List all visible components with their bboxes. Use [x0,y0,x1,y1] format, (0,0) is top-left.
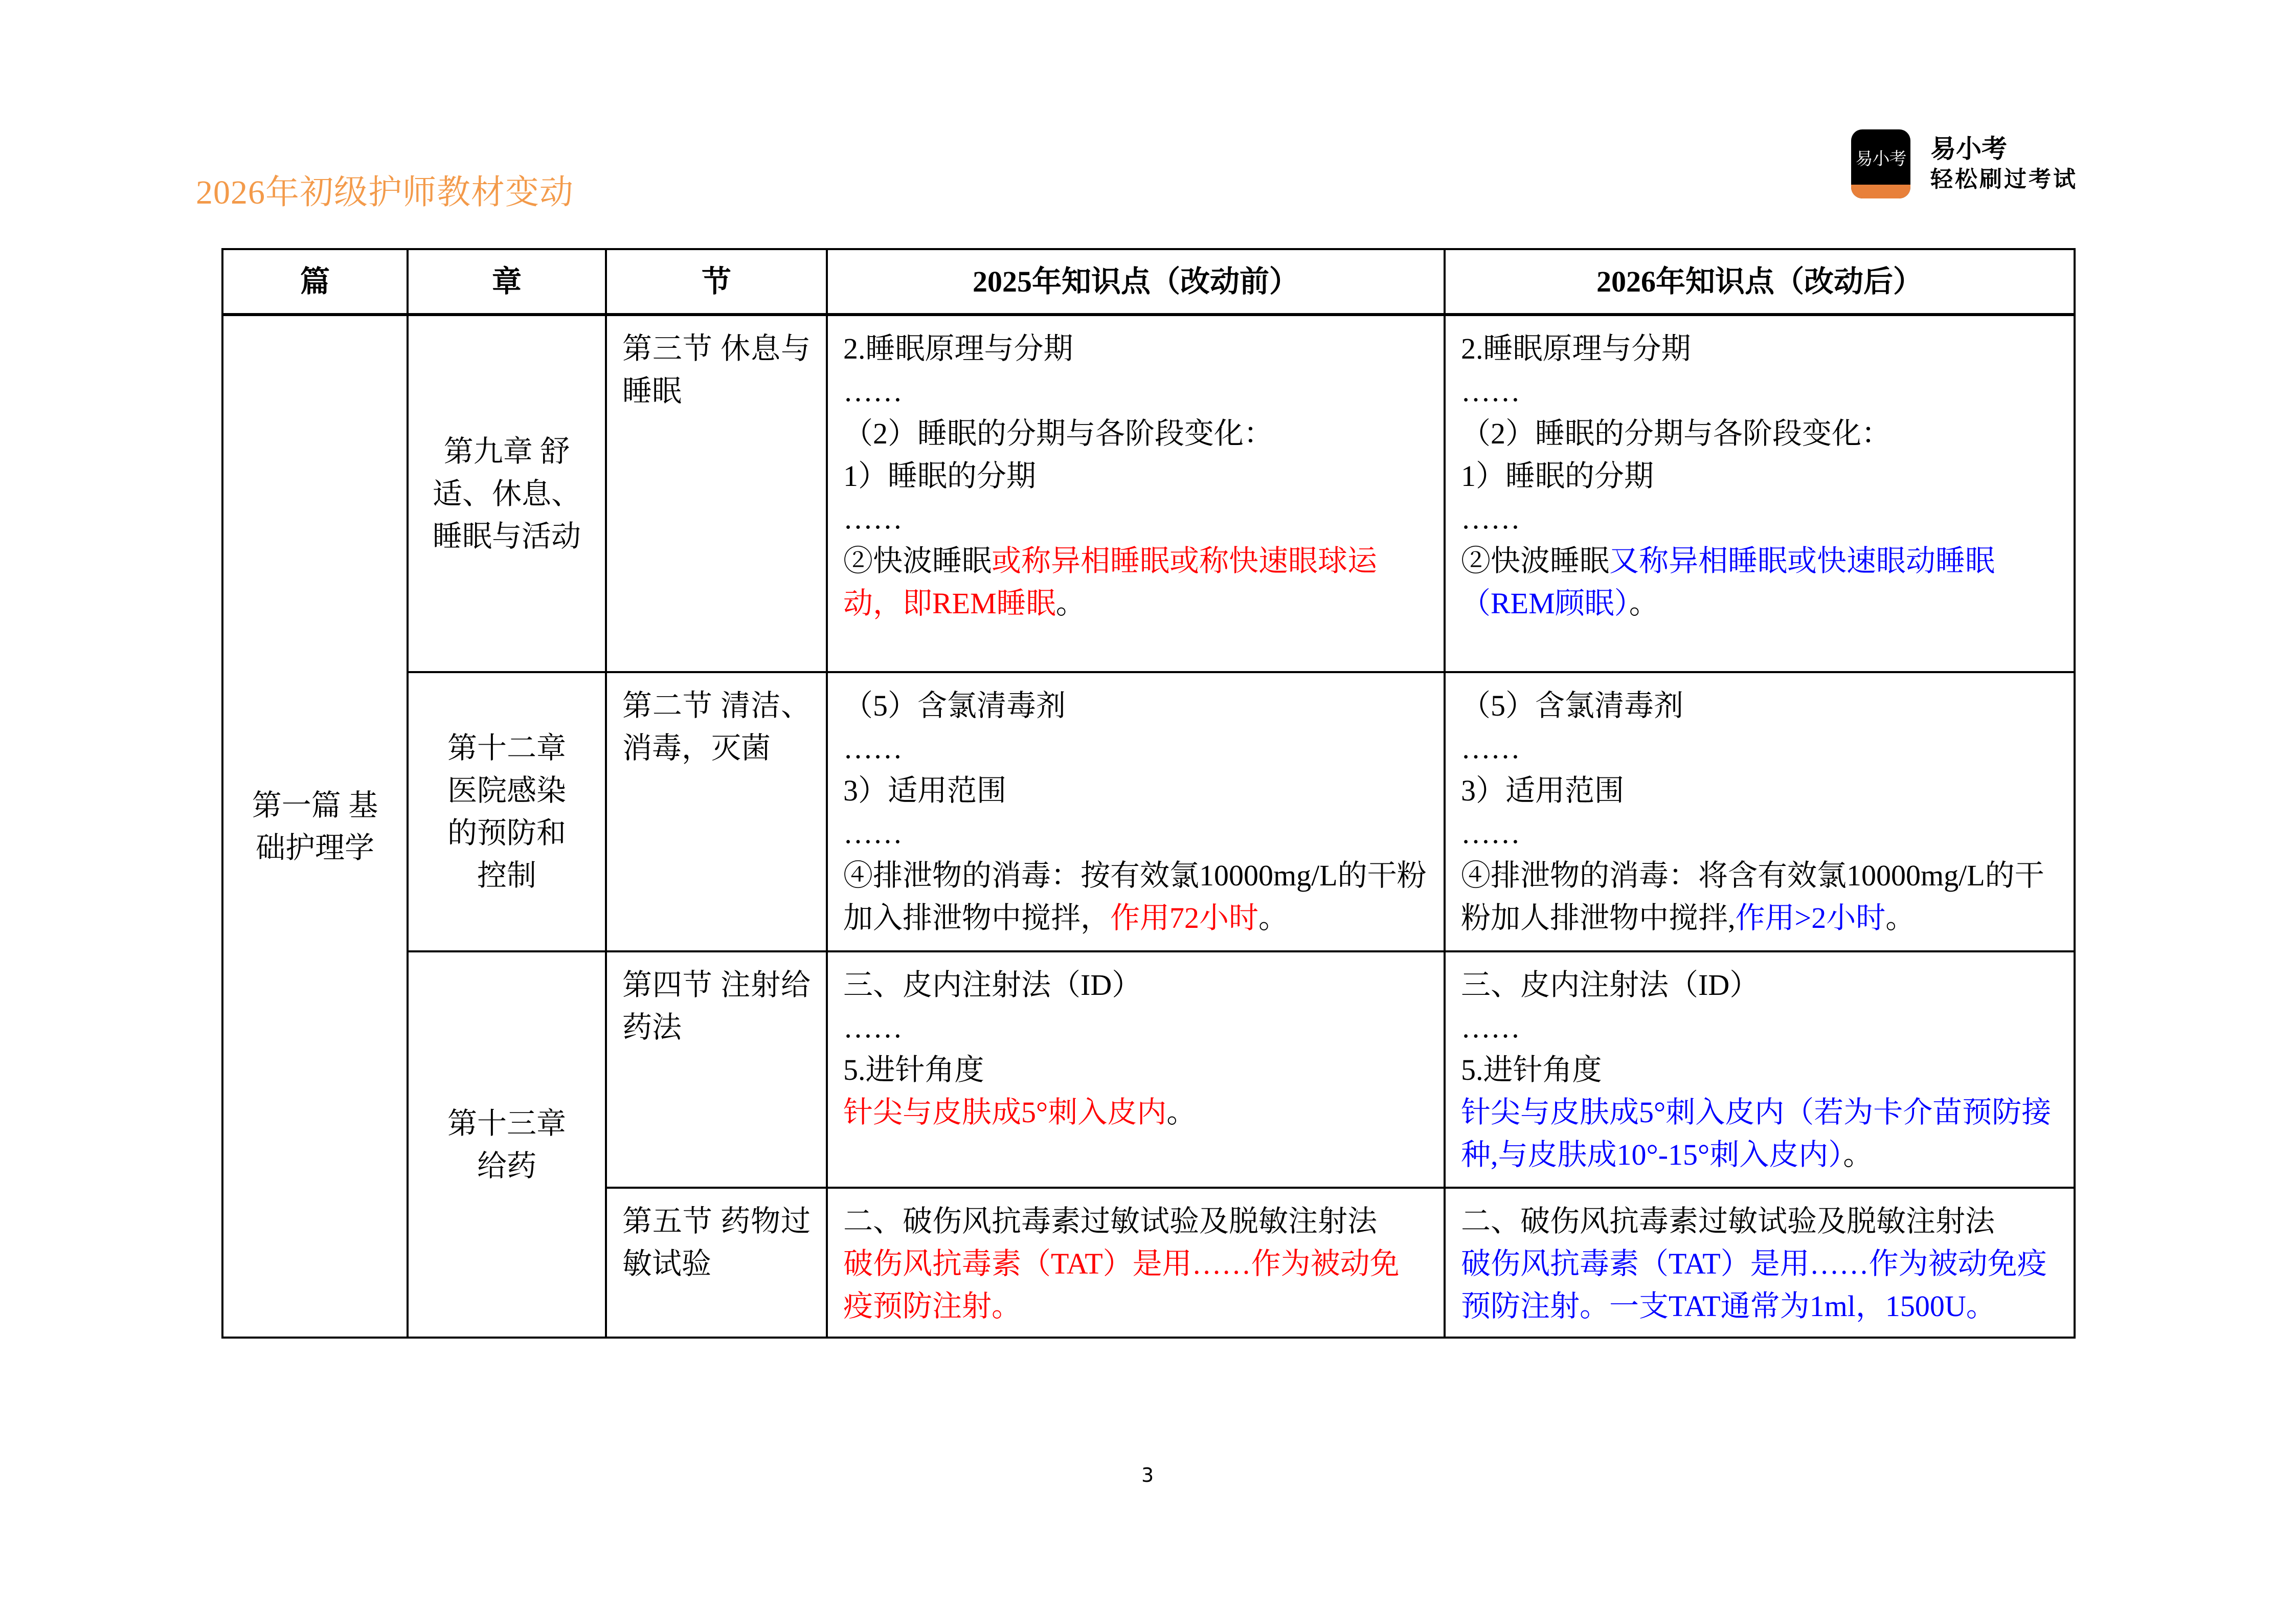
removed-text: 或称异相睡眠或称快速眼球运动，即REM睡眠 [843,544,1378,620]
section-cell: 第三节 休息与睡眠 [606,315,827,672]
col-header-before: 2025年知识点（改动前） [827,249,1445,315]
added-text: 又称异相睡眠或快速眼动睡眠（REM顾眠） [1461,544,1995,620]
ellipsis-line: …… [1461,731,1520,765]
col-header-after: 2026年知识点（改动后） [1445,249,2075,315]
before-cell [827,1188,1445,1338]
added-text: 破伤风抗毒素（TAT）是用……作为被动免疫预防注射。一支TAT通常为1ml，1500U。 [1461,1247,2047,1323]
text-line: （5）含氯清毒剂 [1461,689,1684,722]
changed-paragraph [843,854,1428,939]
text-line: 5.进针角度 [1461,1053,1602,1086]
changed-paragraph [1461,1091,2058,1176]
part-cell: 第一篇 基础护理学 [222,315,408,1338]
text-line: 二、破伤风抗毒素过敏试验及脱敏注射法 [1461,1205,1995,1238]
changed-paragraph [843,1242,1428,1327]
ellipsis-line: …… [843,816,903,850]
changed-paragraph [1461,1242,2058,1327]
punctuation: 。 [1055,587,1086,620]
col-header-section: 节 [606,249,827,315]
before-cell [827,951,1445,1188]
unchanged-text: ④排泄物的消毒：按有效氯10000mg/L的干粉加入排泄物中搅拌， [843,859,1427,935]
changes-table [221,248,2076,1339]
ellipsis-line: …… [843,731,903,765]
brand-slogan: 轻松刷过考试 [1930,166,2078,192]
ellipsis-line: …… [843,374,903,408]
text-line: 5.进针角度 [843,1053,984,1086]
text-line: 3）适用范围 [1461,774,1625,807]
text-line: 三、皮内注射法（ID） [843,968,1142,1002]
ellipsis-line: …… [1461,1011,1520,1044]
before-cell [827,315,1445,672]
unchanged-text: ②快波睡眠 [843,544,992,577]
removed-text: 针尖与皮肤成5°刺入皮内 [843,1096,1167,1129]
brand-logo-icon [1851,129,1910,198]
changed-paragraph [843,1091,1428,1133]
page-number: 3 [1141,1464,1154,1486]
table-header-row [222,249,2075,315]
section-cell: 第二节 清洁、消毒，灭菌 [606,672,827,951]
ellipsis-line: …… [1461,374,1520,408]
page-title: 2026年初级护师教材变动 [196,174,574,211]
unchanged-text: ②快波睡眠 [1461,544,1610,577]
chapter-cell: 第十三章 给药 [408,951,606,1338]
ellipsis-line: …… [843,1011,903,1044]
after-cell [1445,672,2075,951]
table-row [222,672,2075,951]
added-text: 作用>2小时 [1735,901,1886,935]
ellipsis-line: …… [1461,502,1520,535]
added-text: 针尖与皮肤成5°刺入皮内（若为卡介苗预防接种,与皮肤成10°-15°刺入皮内） [1461,1096,2052,1171]
brand-block [1930,134,2078,195]
col-header-chapter: 章 [408,249,606,315]
punctuation: 。 [1843,1138,1873,1171]
text-line: 1）睡眠的分期 [843,459,1037,493]
text-line: 2.睡眠原理与分期 [843,332,1073,365]
chapter-cell: 第九章 舒适、休息、睡眠与活动 [408,315,606,672]
ellipsis-line: …… [1461,816,1520,850]
text-line: （2）睡眠的分期与各阶段变化： [843,417,1274,450]
removed-text: 破伤风抗毒素（TAT）是用……作为被动免疫预防注射。 [843,1247,1400,1323]
unchanged-text: ④排泄物的消毒：将含有效氯10000mg/L的干粉加人排泄物中搅拌, [1461,859,2044,935]
section-cell: 第五节 药物过敏试验 [606,1188,827,1338]
col-header-part: 篇 [222,249,408,315]
text-line: 1）睡眠的分期 [1461,459,1654,493]
text-line: 二、破伤风抗毒素过敏试验及脱敏注射法 [843,1205,1378,1238]
text-line: 2.睡眠原理与分期 [1461,332,1691,365]
table-row [222,951,2075,1188]
text-line: （2）睡眠的分期与各阶段变化： [1461,417,1892,450]
removed-text: 作用72小时 [1110,901,1259,935]
section-cell: 第四节 注射给药法 [606,951,827,1188]
ellipsis-line: …… [843,502,903,535]
table-row [222,315,2075,672]
logo-text: 易小考 [1855,148,1906,169]
punctuation: 。 [1166,1096,1197,1129]
after-cell [1445,951,2075,1188]
chapter-cell: 第十二章 医院感染的预防和控制 [408,672,606,951]
logo-accent-bar [1851,185,1910,198]
text-line: （5）含氯清毒剂 [843,689,1066,722]
after-cell [1445,315,2075,672]
brand-name: 易小考 [1930,134,2007,164]
changed-paragraph [843,540,1428,625]
text-line: 三、皮内注射法（ID） [1461,968,1760,1002]
changed-paragraph [1461,854,2058,939]
punctuation: 。 [1885,901,1916,935]
punctuation: 。 [1629,587,1659,620]
before-cell [827,672,1445,951]
text-line: 3）适用范围 [843,774,1007,807]
changed-paragraph [1461,540,2058,625]
after-cell [1445,1188,2075,1338]
punctuation: 。 [1258,901,1289,935]
